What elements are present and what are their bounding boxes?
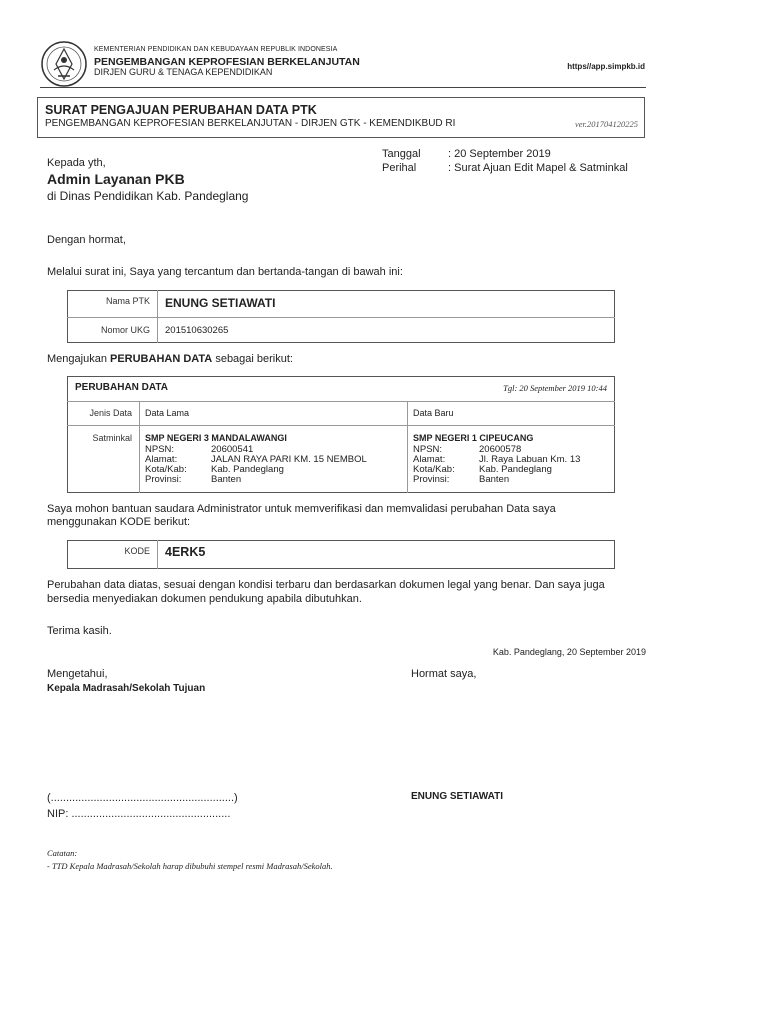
statement-line-1: Perubahan data diatas, sesuai dengan kondisi terbaru dan berdasarkan dokumen legal yang benar. Dan saya juga [47,579,605,591]
thanks-text: Terima kasih. [47,625,112,637]
plea-line-2: menggunakan KODE berikut: [47,516,191,528]
ptk-ukg-label: Nomor UKG [100,325,150,335]
code-divider [157,540,158,569]
ptk-name-value: ENUNG SETIAWATI [165,296,276,310]
version-label: ver.201704120225 [574,119,638,129]
col-type-header: Jenis Data [89,408,132,418]
principal-name-blank: (............................................................) [47,792,238,804]
ptk-row-divider [67,317,615,318]
changes-timestamp: Tgl: 20 September 2019 10:44 [503,383,607,393]
intro-text: Melalui surat ini, Saya yang tercantum dan bertanda-tangan di bawah ini: [47,266,403,278]
program-name: PENGEMBANGAN KEPROFESIAN BERKELANJUTAN [94,56,360,68]
recipient-location: di Dinas Pendidikan Kab. Pandeglang [47,189,249,203]
app-url: https//app.simpkb.id [567,62,645,71]
document-subtitle: PENGEMBANGAN KEPROFESIAN BERKELANJUTAN - DIRJEN GTK - KEMENDIKBUD RI [45,118,456,129]
place-date: Kab. Pandeglang, 20 September 2019 [492,647,646,657]
notes-heading: Catatan: [47,848,78,858]
old-school-name: SMP NEGERI 3 MANDALAWANGI [145,433,287,443]
document-title: SURAT PENGAJUAN PERUBAHAN DATA PTK [45,103,317,117]
acknowledge-text: Mengetahui, [47,668,108,680]
changes-row-divider [67,425,615,426]
statement-line-2: bersedia menyediakan dokumen pendukung apabila dibutuhkan. [47,593,362,605]
code-label: KODE [124,546,150,556]
code-value: 4ERK5 [165,545,206,559]
date-value: : 20 September 2019 [448,148,551,160]
col-new-header: Data Baru [413,408,454,418]
principal-nip-blank: NIP: .................................................... [47,808,231,820]
signer-name: ENUNG SETIAWATI [411,791,504,802]
new-school-details: NPSN: 20600578 Alamat: Jl. Raya Labuan Km. 13 Kota/Kab: Kab. Pandeglang Provinsi: Banten [413,444,581,485]
subject-label: Perihal [382,162,417,174]
new-school-name: SMP NEGERI 1 CIPEUCANG [413,433,534,443]
regards-text: Hormat saya, [411,668,477,680]
request-text: Mengajukan PERUBAHAN DATA sebagai berikut: [47,353,293,365]
plea-line-1: Saya mohon bantuan saudara Administrator untuk memverifikasi dan memvalidasi perubahan Data saya [47,503,556,515]
salutation: Dengan hormat, [47,234,126,246]
directorate-name: DIRJEN GURU & TENAGA KEPENDIDIKAN [94,67,273,77]
subject-value: : Surat Ajuan Edit Mapel & Satminkal [448,162,628,174]
recipient-name: Admin Layanan PKB [47,171,185,187]
changes-heading: PERUBAHAN DATA [75,382,168,393]
changes-col-divider-1 [139,401,140,493]
ptk-name-label: Nama PTK [105,296,150,306]
notes-line-1: - TTD Kepala Madrasah/Sekolah harap dibubuhi stempel resmi Madrasah/Sekolah. [47,861,333,871]
ptk-ukg-value: 201510630265 [165,325,229,336]
row-type-cell: Satminkal [92,433,132,443]
changes-header-divider [67,401,615,402]
header-divider [40,87,646,88]
acknowledge-role: Kepala Madrasah/Sekolah Tujuan [47,683,206,694]
ministry-name: KEMENTERIAN PENDIDIKAN DAN KEBUDAYAAN REPUBLIK INDONESIA [94,46,338,53]
ministry-logo [40,40,88,88]
col-old-header: Data Lama [145,408,190,418]
date-label: Tanggal [382,148,421,160]
old-school-details: NPSN: 20600541 Alamat: JALAN RAYA PARI KM. 15 NEMBOL Kota/Kab: Kab. Pandeglang Provinsi: Banten [145,444,367,485]
changes-col-divider-2 [407,401,408,493]
greeting: Kepada yth, [47,157,106,169]
